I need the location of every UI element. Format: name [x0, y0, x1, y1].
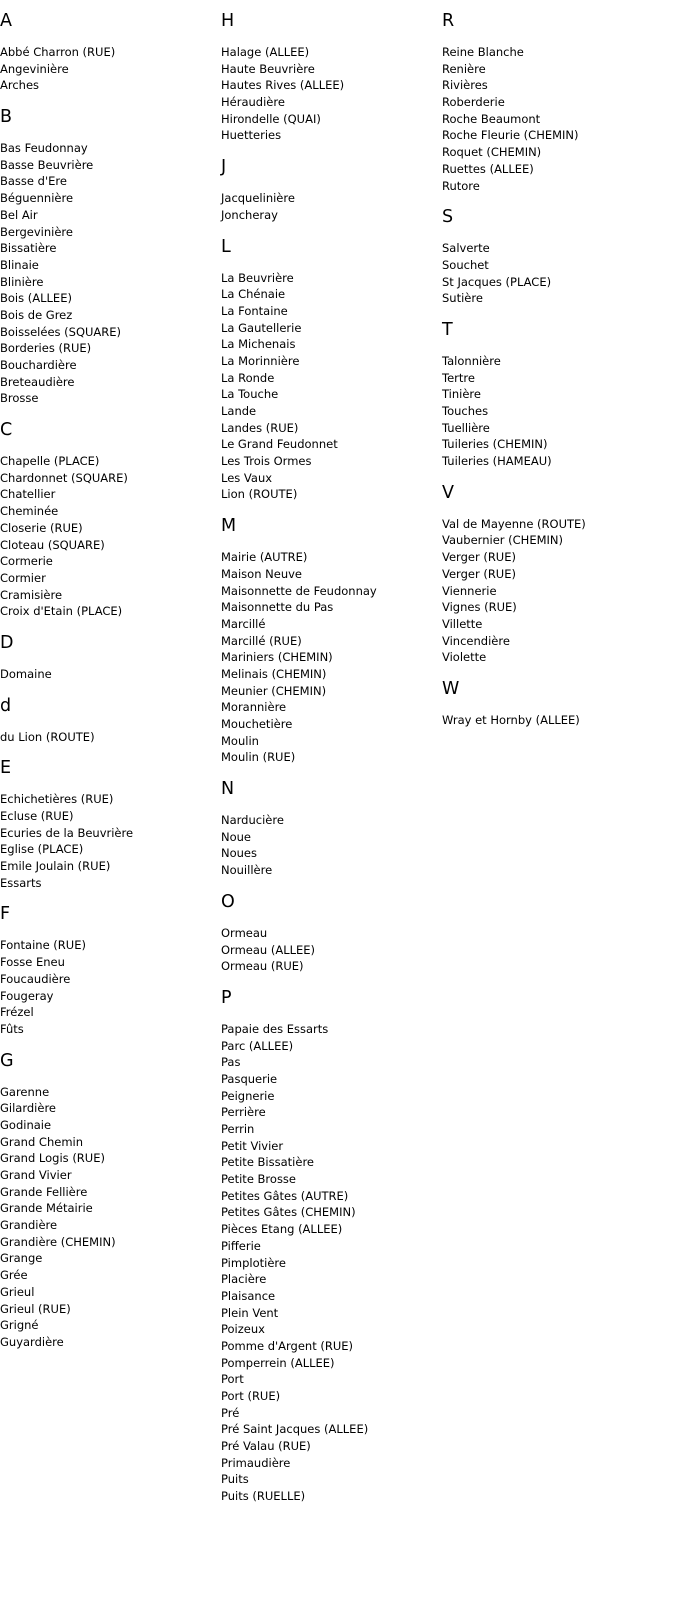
letter-heading: C [0, 420, 13, 441]
street-name: Touches [442, 404, 489, 418]
street-name: Marcillé [221, 616, 266, 631]
letter-group [221, 236, 441, 504]
letter-group [0, 695, 220, 746]
street-name: Grandière (CHEMIN) [0, 1234, 116, 1249]
street-name: Petite Brosse [221, 1172, 297, 1187]
street-name: Grange [0, 1251, 43, 1266]
letter-group [0, 1050, 220, 1351]
street-name: Cramisière [0, 587, 63, 602]
street-name: La Touche [221, 387, 279, 402]
street-name: Pasquerie [221, 1071, 278, 1086]
street-name: Domaine [0, 666, 52, 681]
letter-group [0, 903, 220, 1037]
street-name: Poizeux [221, 1322, 265, 1337]
street-name: Maisonnette de Feudonnay [221, 583, 377, 598]
street-list [442, 240, 662, 307]
street-name: Salverte [442, 241, 490, 256]
letter-heading: F [0, 904, 11, 925]
street-name: Pré [221, 1405, 240, 1420]
street-list [442, 516, 662, 666]
street-name: Croix d'Etain (PLACE) [0, 604, 123, 619]
street-name: Mouchetière [221, 717, 293, 731]
street-name: Pifferie [221, 1238, 261, 1253]
street-name: Grand Logis (RUE) [0, 1151, 105, 1166]
street-name: Perrin [221, 1122, 255, 1136]
street-name: Jacquelinière [221, 191, 295, 206]
street-list [0, 1084, 220, 1351]
street-name: Hirondelle (QUAI) [221, 111, 321, 126]
letter-group [0, 419, 220, 620]
street-name: Parc (ALLEE) [221, 1038, 294, 1053]
street-name: Val de Mayenne (ROUTE) [442, 516, 586, 531]
street-name: Cormier [0, 570, 46, 585]
street-name: Emile Joulain (RUE) [0, 859, 111, 874]
street-name: Reine Blanche [442, 45, 524, 59]
letter-heading: M [221, 516, 237, 537]
street-name: Maisonnette du Pas [221, 600, 334, 615]
street-name: Frézel [0, 1005, 34, 1020]
street-name: Noues [221, 846, 257, 861]
street-name: La Michenais [221, 337, 296, 352]
street-list [0, 140, 220, 407]
letter-heading: A [0, 11, 12, 31]
street-name: Haute Beuvrière [221, 61, 315, 76]
letter-group [221, 10, 441, 144]
street-name: Lion (ROUTE) [221, 487, 298, 502]
street-name: Roquet (CHEMIN) [442, 145, 542, 160]
letter-heading: D [0, 632, 14, 653]
street-name: Noue [221, 829, 252, 844]
street-name: Fûts [0, 1021, 24, 1036]
street-name: Bel Air [0, 207, 38, 222]
street-name: Nouillère [221, 863, 273, 878]
street-name: Souchet [442, 257, 489, 272]
street-name: Placière [221, 1272, 267, 1287]
street-name: Godinaie [0, 1117, 52, 1132]
letter-group [442, 206, 662, 307]
street-name: Roche Fleurie (CHEMIN) [442, 128, 579, 143]
letter-group [221, 987, 441, 1505]
street-name: Landes (RUE) [221, 420, 299, 435]
street-name: Blinaie [0, 257, 39, 272]
street-name: Grandière [0, 1218, 58, 1233]
street-name: Abbé Charron (RUE) [0, 45, 116, 59]
letter-heading: S [442, 207, 454, 228]
street-name: Béguennière [0, 191, 74, 206]
street-name: Pièces Etang (ALLEE) [221, 1222, 343, 1237]
street-name: Brosse [0, 391, 39, 406]
street-list [0, 44, 220, 94]
street-name: Bergevinière [0, 224, 73, 239]
letter-heading: J [221, 157, 227, 178]
street-name: Ecuries de la Beuvrière [0, 825, 134, 840]
street-name: Essarts [0, 875, 42, 890]
street-name: Rivières [442, 78, 488, 93]
street-name: Blinière [0, 274, 44, 289]
letter-group [442, 678, 662, 729]
street-name: Verger (RUE) [442, 566, 516, 581]
index-column-3 [442, 10, 662, 741]
street-name: Peignerie [221, 1088, 275, 1103]
street-name: Pomperrein (ALLEE) [221, 1355, 335, 1370]
street-name: Talonnière [442, 353, 501, 368]
street-name: Fougeray [0, 988, 54, 1003]
street-name: Plaisance [221, 1288, 276, 1303]
street-name: Arches [0, 78, 40, 93]
street-list [221, 190, 441, 223]
street-name: Guyardière [0, 1334, 64, 1349]
letter-heading: R [442, 11, 455, 31]
street-name: Moulin (RUE) [221, 750, 296, 765]
letter-heading: H [221, 11, 235, 31]
street-name: Basse Beuvrière [0, 157, 94, 172]
street-name: Roche Beaumont [442, 111, 541, 126]
street-name: Sutière [442, 291, 483, 306]
letter-heading: d [0, 695, 12, 716]
street-name: Le Grand Feudonnet [221, 437, 338, 452]
street-name: Mairie (AUTRE) [221, 550, 308, 565]
street-name: Petites Gâtes (AUTRE) [221, 1188, 349, 1203]
street-name: Grande Fellière [0, 1184, 88, 1199]
street-name: Closerie (RUE) [0, 520, 83, 535]
street-name: Grande Métairie [0, 1201, 93, 1216]
street-name: La Morinnière [221, 353, 300, 368]
street-name: La Beuvrière [221, 270, 294, 285]
street-name: Grand Vivier [0, 1168, 72, 1182]
street-name: Violette [442, 650, 487, 665]
street-name: Perrière [221, 1105, 266, 1120]
street-name: Wray et Hornby (ALLEE) [442, 712, 580, 727]
street-list [221, 549, 441, 766]
street-name: Petite Bissatière [221, 1155, 314, 1170]
street-name: Maison Neuve [221, 566, 302, 581]
street-name: Cheminée [0, 504, 59, 519]
street-name: Huetteries [221, 128, 282, 143]
street-name: du Lion (ROUTE) [0, 729, 95, 744]
street-list [0, 453, 220, 620]
letter-heading: W [442, 678, 460, 699]
letter-group [221, 156, 441, 223]
street-list [442, 44, 662, 194]
street-name: Grand Chemin [0, 1134, 84, 1149]
street-name: Tuellière [442, 420, 490, 435]
letter-heading: O [221, 891, 235, 912]
letter-group [221, 515, 441, 766]
street-name: Fontaine (RUE) [0, 938, 86, 953]
street-name: Grée [0, 1268, 28, 1283]
street-name: Vincendière [442, 633, 510, 648]
street-name: St Jacques (PLACE) [442, 274, 552, 289]
street-name: Borderies (RUE) [0, 341, 92, 356]
street-name: Chatellier [0, 487, 56, 502]
street-name: Narducière [221, 813, 284, 828]
street-name: Joncheray [221, 207, 278, 222]
street-name: Villette [442, 616, 483, 631]
street-name: La Gautellerie [221, 320, 302, 335]
street-name: Hautes Rives (ALLEE) [221, 78, 345, 93]
street-name: Breteaudière [0, 374, 75, 389]
street-name: Ormeau (RUE) [221, 959, 304, 974]
street-name: Ormeau (ALLEE) [221, 942, 316, 957]
street-list [221, 44, 441, 144]
street-list [0, 729, 220, 746]
letter-group [221, 891, 441, 975]
street-name: Grieul [0, 1284, 35, 1299]
street-list [0, 791, 220, 891]
street-list [0, 937, 220, 1037]
letter-group [221, 778, 441, 879]
letter-heading: V [442, 482, 454, 503]
street-name: Viennerie [442, 583, 497, 598]
street-name: Angevinière [0, 61, 69, 76]
letter-group [0, 632, 220, 683]
index-column-2 [221, 10, 441, 1517]
street-name: Plein Vent [221, 1305, 279, 1320]
street-name: La Fontaine [221, 303, 288, 318]
letter-group [442, 319, 662, 470]
street-name: Ecluse (RUE) [0, 809, 74, 823]
street-name: Foucaudière [0, 971, 71, 986]
street-name: Bois (ALLEE) [0, 291, 72, 306]
street-name: Bas Feudonnay [0, 141, 88, 156]
street-name: Basse d'Ere [0, 174, 67, 189]
street-name: Echichetières (RUE) [0, 792, 114, 807]
street-name: Héraudière [221, 95, 285, 110]
street-name: Vignes (RUE) [442, 600, 517, 615]
street-name: Ormeau [221, 925, 268, 940]
street-name: Marcillé (RUE) [221, 633, 302, 648]
street-name: La Chénaie [221, 287, 286, 302]
street-name: Tuileries (HAMEAU) [442, 454, 552, 469]
letter-group [0, 757, 220, 891]
street-name: Pimplotière [221, 1255, 286, 1270]
street-name: Roberderie [442, 95, 505, 110]
street-name: Tertre [442, 370, 475, 385]
street-name: Pomme d'Argent (RUE) [221, 1338, 354, 1353]
street-name: Tuileries (CHEMIN) [442, 437, 548, 452]
street-name: Eglise (PLACE) [0, 842, 84, 857]
street-name: Rutore [442, 178, 480, 193]
street-list [221, 270, 441, 504]
street-name: Fosse Eneu [0, 955, 65, 970]
street-list [221, 1021, 441, 1505]
street-name: Verger (RUE) [442, 550, 516, 565]
street-name: Chardonnet (SQUARE) [0, 470, 128, 485]
street-name: Port [221, 1372, 244, 1387]
street-name: La Ronde [221, 370, 275, 385]
street-name: Tinière [442, 387, 481, 402]
letter-heading: G [0, 1050, 14, 1071]
street-list [442, 353, 662, 470]
letter-group [0, 10, 220, 94]
street-name: Bouchardière [0, 358, 77, 372]
street-name: Petites Gâtes (CHEMIN) [221, 1205, 356, 1220]
street-name: Renière [442, 61, 486, 76]
letter-heading: N [221, 779, 235, 800]
street-name: Meunier (CHEMIN) [221, 683, 327, 698]
letter-group [442, 482, 662, 666]
street-name: Les Trois Ormes [221, 454, 312, 469]
street-name: Lande [221, 404, 257, 418]
street-name: Petit Vivier [221, 1138, 284, 1153]
street-name: Cloteau (SQUARE) [0, 537, 105, 552]
street-name: Moulin [221, 733, 259, 748]
street-name: Bois de Grez [0, 307, 73, 322]
street-name: Gilardière [0, 1101, 56, 1116]
street-name: Grigné [0, 1318, 39, 1333]
street-name: Les Vaux [221, 470, 273, 485]
letter-group [442, 10, 662, 194]
street-name: Morannière [221, 700, 287, 715]
street-name: Halage (ALLEE) [221, 45, 310, 59]
street-name: Papaie des Essarts [221, 1021, 329, 1036]
letter-heading: B [0, 107, 13, 128]
street-name: Primaudière [221, 1455, 291, 1470]
street-name: Puits [221, 1472, 249, 1487]
letter-heading: E [0, 758, 12, 779]
street-name: Bissatière [0, 241, 57, 256]
street-name: Port (RUE) [221, 1389, 281, 1403]
street-name: Grieul (RUE) [0, 1301, 71, 1316]
street-name: Melinais (CHEMIN) [221, 666, 327, 681]
letter-heading: L [221, 236, 231, 257]
street-name: Mariniers (CHEMIN) [221, 650, 333, 665]
street-list [442, 712, 662, 729]
street-list [0, 666, 220, 683]
street-name: Chapelle (PLACE) [0, 454, 100, 469]
street-name: Pré Valau (RUE) [221, 1439, 311, 1454]
street-name: Vaubernier (CHEMIN) [442, 533, 563, 548]
letter-heading: T [442, 319, 453, 340]
letter-group [0, 106, 220, 407]
street-name: Boisselées (SQUARE) [0, 324, 122, 339]
street-list [221, 812, 441, 879]
street-name: Pas [221, 1055, 241, 1070]
index-column-1 [0, 10, 220, 1363]
street-name: Cormerie [0, 554, 53, 569]
letter-heading: P [221, 987, 232, 1008]
street-name: Garenne [0, 1084, 50, 1099]
street-name: Puits (RUELLE) [221, 1489, 306, 1504]
street-name: Ruettes (ALLEE) [442, 161, 534, 176]
street-list [221, 925, 441, 975]
street-name: Pré Saint Jacques (ALLEE) [221, 1422, 369, 1437]
